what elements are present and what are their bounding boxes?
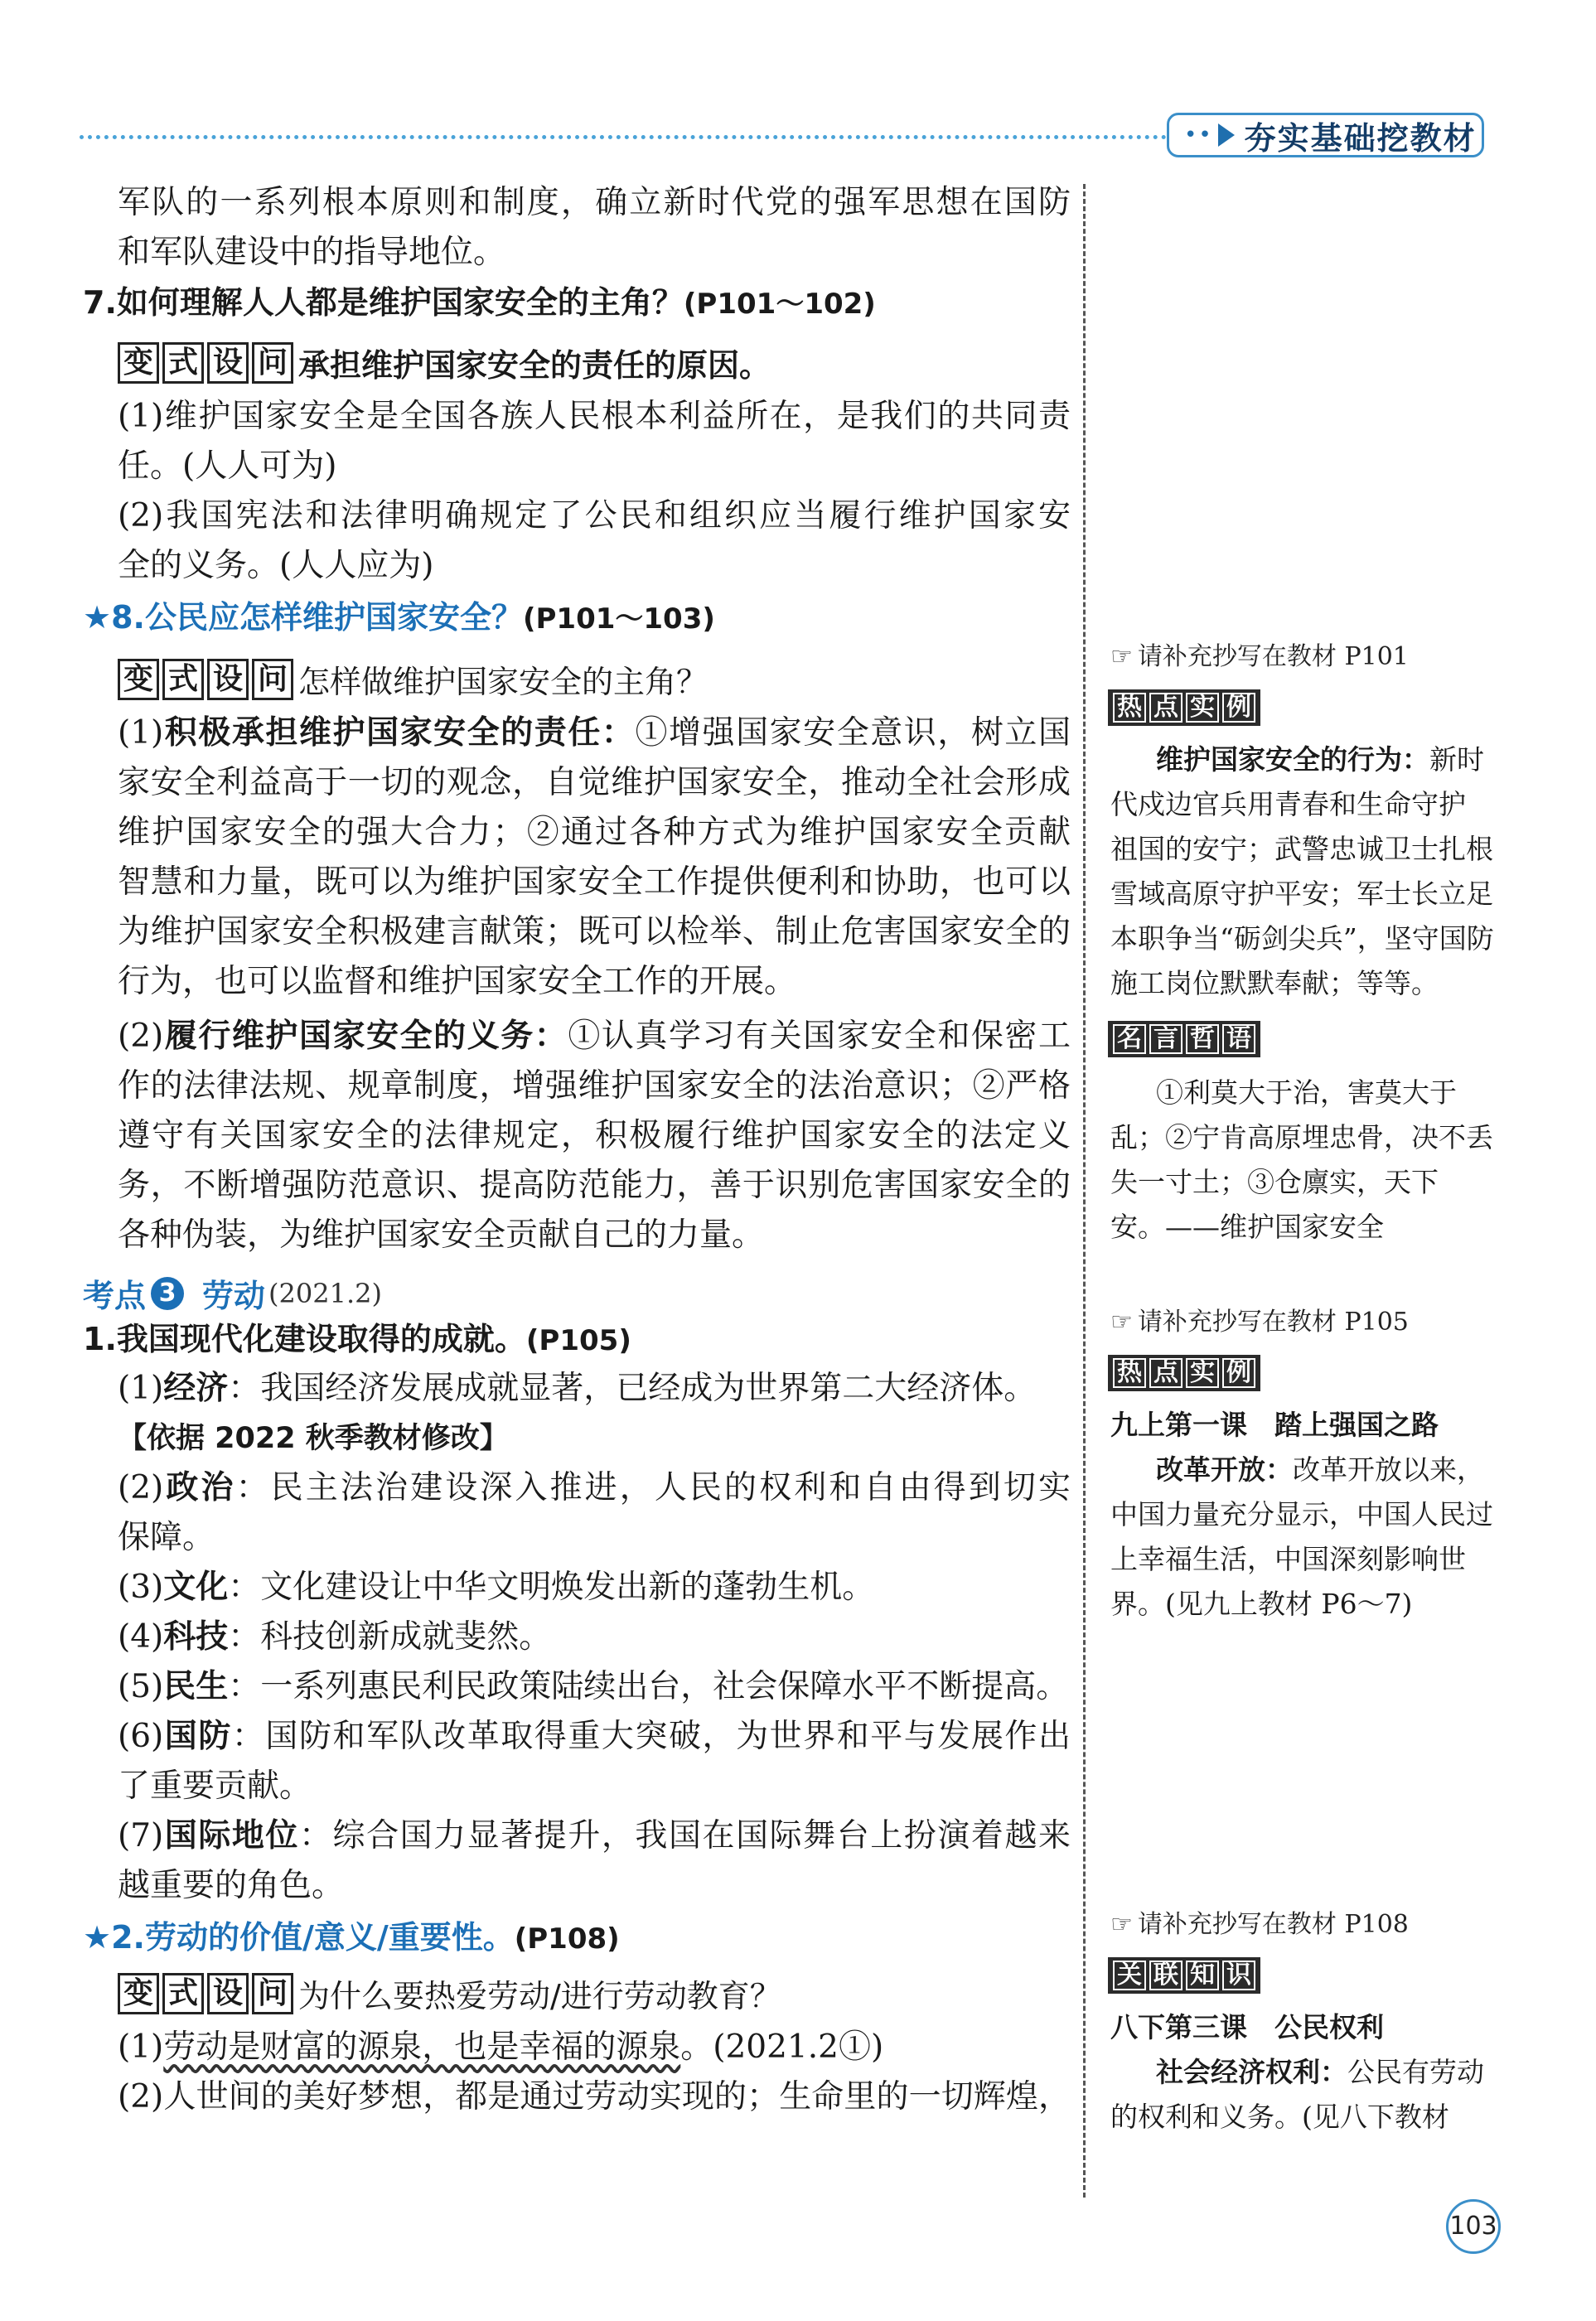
answer-key: 国防	[163, 1718, 232, 1755]
sidebar-line: 雪域高原守护平安；军士长立足	[1110, 878, 1493, 910]
tag-char: 联	[1149, 1961, 1182, 1990]
item-number: (3)	[118, 1569, 164, 1606]
tag-char: 点	[1149, 693, 1182, 723]
tag-char: 实	[1186, 1358, 1219, 1388]
related-knowledge-tag	[1108, 1957, 1260, 1994]
kaodian-label: 考点	[83, 1278, 147, 1314]
variant-label-char: 问	[252, 659, 293, 700]
answer-line	[118, 1469, 1071, 1507]
sidebar-line: 安。——维护国家安全	[1110, 1211, 1384, 1243]
star-icon: ★	[83, 1919, 112, 1956]
sidebar-text: 新时	[1429, 743, 1484, 776]
answer-line: 各种伪装，为维护国家安全贡献自己的力量。	[118, 1216, 765, 1254]
answer-key: 科技	[163, 1618, 229, 1656]
answer-text: ①增强国家安全意识，树立国	[635, 714, 1071, 752]
answer-line	[118, 1817, 1071, 1855]
sidebar-line: 上幸福生活，中国深刻影响世	[1110, 1543, 1466, 1575]
answer-line	[118, 2028, 1071, 2067]
tag-char: 例	[1222, 1358, 1255, 1388]
sidebar-line: 施工岗位默默奉献；等等。	[1110, 967, 1439, 999]
answer-line: 智慧和力量，既可以为维护国家安全工作提供便利和协助，也可以	[118, 863, 1071, 901]
question-8-heading	[83, 598, 715, 638]
answer-line	[118, 1618, 1071, 1656]
item-number: (1)	[118, 2028, 164, 2066]
kaodian-number: 3	[151, 1277, 184, 1310]
kaodian-year: (2021.2)	[268, 1277, 382, 1309]
question-title: 8.公民应怎样维护国家安全？	[111, 599, 523, 636]
tag-char: 关	[1113, 1961, 1146, 1990]
pointing-hand-icon: ☞	[1110, 1910, 1133, 1939]
item-number: (7)	[118, 1817, 164, 1854]
sidebar-lesson: 八下第三课 公民权利	[1110, 2011, 1384, 2043]
tag-char: 识	[1222, 1961, 1255, 1990]
answer-text: ：科技创新成就斐然。	[228, 1618, 552, 1656]
answer-line: 维护国家安全的强大合力；②通过各种方式为维护国家安全贡献	[118, 814, 1071, 851]
note-text: 请补充抄写在教材 P108	[1137, 1910, 1409, 1939]
sidebar-line: 乱；②宁肯高原埋忠骨，决不丢	[1110, 1121, 1493, 1153]
answer-line: 了重要贡献。	[118, 1767, 312, 1805]
tag-char: 言	[1149, 1024, 1182, 1054]
answer-text: ：一系列惠民利民政策陆续出台，社会保障水平不断提高。	[228, 1668, 1069, 1705]
page-ref: (P101～103)	[522, 602, 715, 636]
answer-line: 越重要的角色。	[118, 1867, 345, 1904]
answer-text: ①认真学习有关国家安全和保密工	[568, 1018, 1071, 1055]
column-divider	[1083, 184, 1086, 2198]
section-2-heading	[83, 1918, 620, 1958]
sidebar-key: 社会经济权利：	[1156, 2056, 1347, 2088]
sidebar-line: 中国力量充分显示，中国人民过	[1110, 1498, 1493, 1530]
sidebar-line	[1156, 1451, 1484, 1489]
text-line: 军队的一系列根本原则和制度，确立新时代党的强军思想在国防	[118, 184, 1071, 221]
variant-label-char: 问	[252, 342, 293, 384]
tag-char: 名	[1113, 1024, 1146, 1054]
sidebar-note	[1110, 1906, 1409, 1944]
hot-example-tag	[1108, 1355, 1260, 1391]
page-number: 103	[1446, 2199, 1501, 2254]
variant-label-char: 设	[207, 342, 249, 384]
famous-quote-tag	[1108, 1021, 1260, 1057]
sidebar-line: 界。(见九上教材 P6～7)	[1110, 1588, 1413, 1620]
tag-char: 实	[1186, 693, 1219, 723]
wavy-underlined-text: 劳动是财富的源泉，也是幸福的源泉	[163, 2028, 681, 2066]
answer-line	[118, 1668, 1071, 1706]
text-line: 和军队建设中的指导地位。	[118, 234, 506, 271]
pointing-hand-icon: ☞	[1110, 642, 1133, 671]
sidebar-line: ①利莫大于治，害莫大于	[1156, 1076, 1457, 1109]
sidebar-note	[1110, 638, 1409, 676]
answer-line: (2)履行维护国家安全的义务：①认真学习有关国家安全和保密工	[118, 1018, 1071, 1055]
tag-char: 热	[1113, 693, 1146, 723]
sidebar-key: 维护国家安全的行为：	[1156, 743, 1429, 776]
tag-char: 哲	[1186, 1024, 1219, 1054]
answer-key: 经济	[163, 1370, 229, 1407]
item-number: (4)	[118, 1618, 164, 1656]
pointing-hand-icon: ☞	[1110, 1308, 1133, 1337]
sidebar-lesson: 九上第一课 踏上强国之路	[1110, 1409, 1439, 1441]
sidebar-text: 改革开放以来，	[1293, 1453, 1484, 1486]
sidebar-line: 祖国的安宁；武警忠诚卫士扎根	[1110, 833, 1493, 865]
sidebar-note	[1110, 1303, 1409, 1342]
answer-line: 保障。	[118, 1519, 215, 1556]
section-1-heading	[83, 1320, 631, 1360]
answer-line: (1)维护国家安全是全国各族人民根本利益所在，是我们的共同责	[118, 398, 1071, 435]
answer-key: 国际地位	[163, 1817, 299, 1854]
answer-line: 任。(人人可为)	[118, 447, 337, 485]
sidebar-line: 本职争当“砺剑尖兵”，坚守国防	[1110, 922, 1494, 955]
answer-key: 文化	[163, 1569, 229, 1606]
sidebar-line: 失一寸土；③仓廪实，天下	[1110, 1166, 1439, 1198]
variant-question	[118, 656, 708, 702]
kaodian-title: 劳动	[202, 1278, 266, 1314]
header-dotted-rule	[80, 135, 1167, 139]
answer-line	[118, 1370, 1071, 1408]
question-7-heading	[83, 283, 876, 323]
variant-question-text: 为什么要热爱劳动/进行劳动教育？	[298, 1978, 781, 2014]
star-icon: ★	[83, 599, 112, 636]
variant-label-char: 式	[162, 1973, 204, 2014]
answer-key: 履行维护国家安全的义务：	[163, 1018, 568, 1055]
sidebar-key: 改革开放：	[1156, 1453, 1293, 1486]
section-title: 夯实基础挖教材	[1244, 119, 1477, 157]
variant-label-char: 变	[118, 1973, 159, 2014]
answer-line: 作的法律法规、规章制度，增强维护国家安全的法治意识；②严格	[118, 1067, 1071, 1105]
note-text: 请补充抄写在教材 P101	[1137, 642, 1409, 671]
answer-line: 务，不断增强防范意识、提高防范能力，善于识别危害国家安全的	[118, 1167, 1071, 1204]
sidebar-line	[1156, 2053, 1484, 2091]
item-number: (6)	[118, 1718, 164, 1755]
answer-text: ：民主法治建设深入推进，人民的权利和自由得到切实	[235, 1469, 1071, 1506]
question-title: 2.劳动的价值/意义/重要性。	[111, 1919, 515, 1956]
arrow-right-icon	[1218, 123, 1235, 147]
sidebar-text: 公民有劳动	[1347, 2056, 1484, 2088]
answer-key: 政治	[163, 1469, 236, 1506]
answer-text: ：国防和军队改革取得重大突破，为世界和平与发展作出	[231, 1718, 1071, 1755]
answer-line: 行为，也可以监督和维护国家安全工作的开展。	[118, 963, 797, 1000]
variant-label-char: 变	[118, 342, 159, 384]
answer-text: ：综合国力显著提升，我国在国际舞台上扮演着越来	[298, 1817, 1071, 1854]
sidebar-line: 代戍边官兵用青春和生命守护	[1110, 788, 1466, 820]
variant-question	[118, 1970, 781, 2016]
variant-label-char: 设	[207, 1973, 249, 2014]
answer-line: 全的义务。(人人应为)	[118, 547, 434, 584]
answer-line: (2)人世间的美好梦想，都是通过劳动实现的；生命里的一切辉煌，	[118, 2078, 1071, 2115]
answer-text: 。(2021.2①)	[680, 2028, 884, 2066]
sidebar-line	[1156, 741, 1484, 779]
answer-line: 遵守有关国家安全的法律规定，积极履行维护国家安全的法定义	[118, 1117, 1071, 1154]
variant-label-char: 式	[162, 659, 204, 700]
basis-note: 【依据 2022 秋季教材修改】	[118, 1422, 509, 1455]
hot-example-tag	[1108, 689, 1260, 726]
variant-label-char: 设	[207, 659, 249, 700]
page-ref: (P105)	[525, 1324, 631, 1357]
answer-key: 民生	[163, 1668, 229, 1705]
question-title: 1.我国现代化建设取得的成就。	[83, 1321, 526, 1357]
tag-char: 语	[1222, 1024, 1255, 1054]
question-title: 7.如何理解人人都是维护国家安全的主角？	[83, 284, 684, 321]
section-header-tab	[1167, 113, 1484, 157]
answer-line: 为维护国家安全积极建言献策；既可以检举、制止危害国家安全的	[118, 913, 1071, 950]
note-text: 请补充抄写在教材 P105	[1137, 1308, 1409, 1337]
tag-char: 点	[1149, 1358, 1182, 1388]
page-ref: (P101～102)	[683, 288, 876, 321]
answer-line: 家安全利益高于一切的观念，自觉维护国家安全，推动全社会形成	[118, 764, 1071, 801]
dots-icon: ••	[1184, 123, 1213, 147]
variant-question-text: 承担维护国家安全的责任的原因。	[298, 347, 771, 384]
variant-label-char: 问	[252, 1973, 293, 2014]
page-ref: (P108)	[514, 1922, 620, 1956]
answer-key: 积极承担维护国家安全的责任：	[163, 714, 636, 752]
item-number: (5)	[118, 1668, 164, 1705]
answer-text: ：我国经济发展成就显著，已经成为世界第二大经济体。	[228, 1370, 1037, 1407]
variant-question	[118, 340, 771, 385]
answer-line	[118, 1718, 1071, 1756]
answer-line: (2)我国宪法和法律明确规定了公民和组织应当履行维护国家安	[118, 497, 1071, 534]
tag-char: 例	[1222, 693, 1255, 723]
item-number: (2)	[118, 1469, 164, 1506]
sidebar-line: 的权利和义务。(见八下教材	[1110, 2101, 1449, 2133]
kaodian-heading	[83, 1270, 382, 1316]
answer-line	[118, 1569, 1071, 1607]
tag-char: 知	[1186, 1961, 1219, 1990]
answer-text: ：文化建设让中华文明焕发出新的蓬勃生机。	[228, 1569, 875, 1606]
variant-question-text: 怎样做维护国家安全的主角？	[298, 664, 709, 700]
variant-label-char: 变	[118, 659, 159, 700]
variant-label-char: 式	[162, 342, 204, 384]
answer-line: (1)积极承担维护国家安全的责任：①增强国家安全意识，树立国	[118, 714, 1071, 752]
item-number: (1)	[118, 1370, 164, 1407]
tag-char: 热	[1113, 1358, 1146, 1388]
